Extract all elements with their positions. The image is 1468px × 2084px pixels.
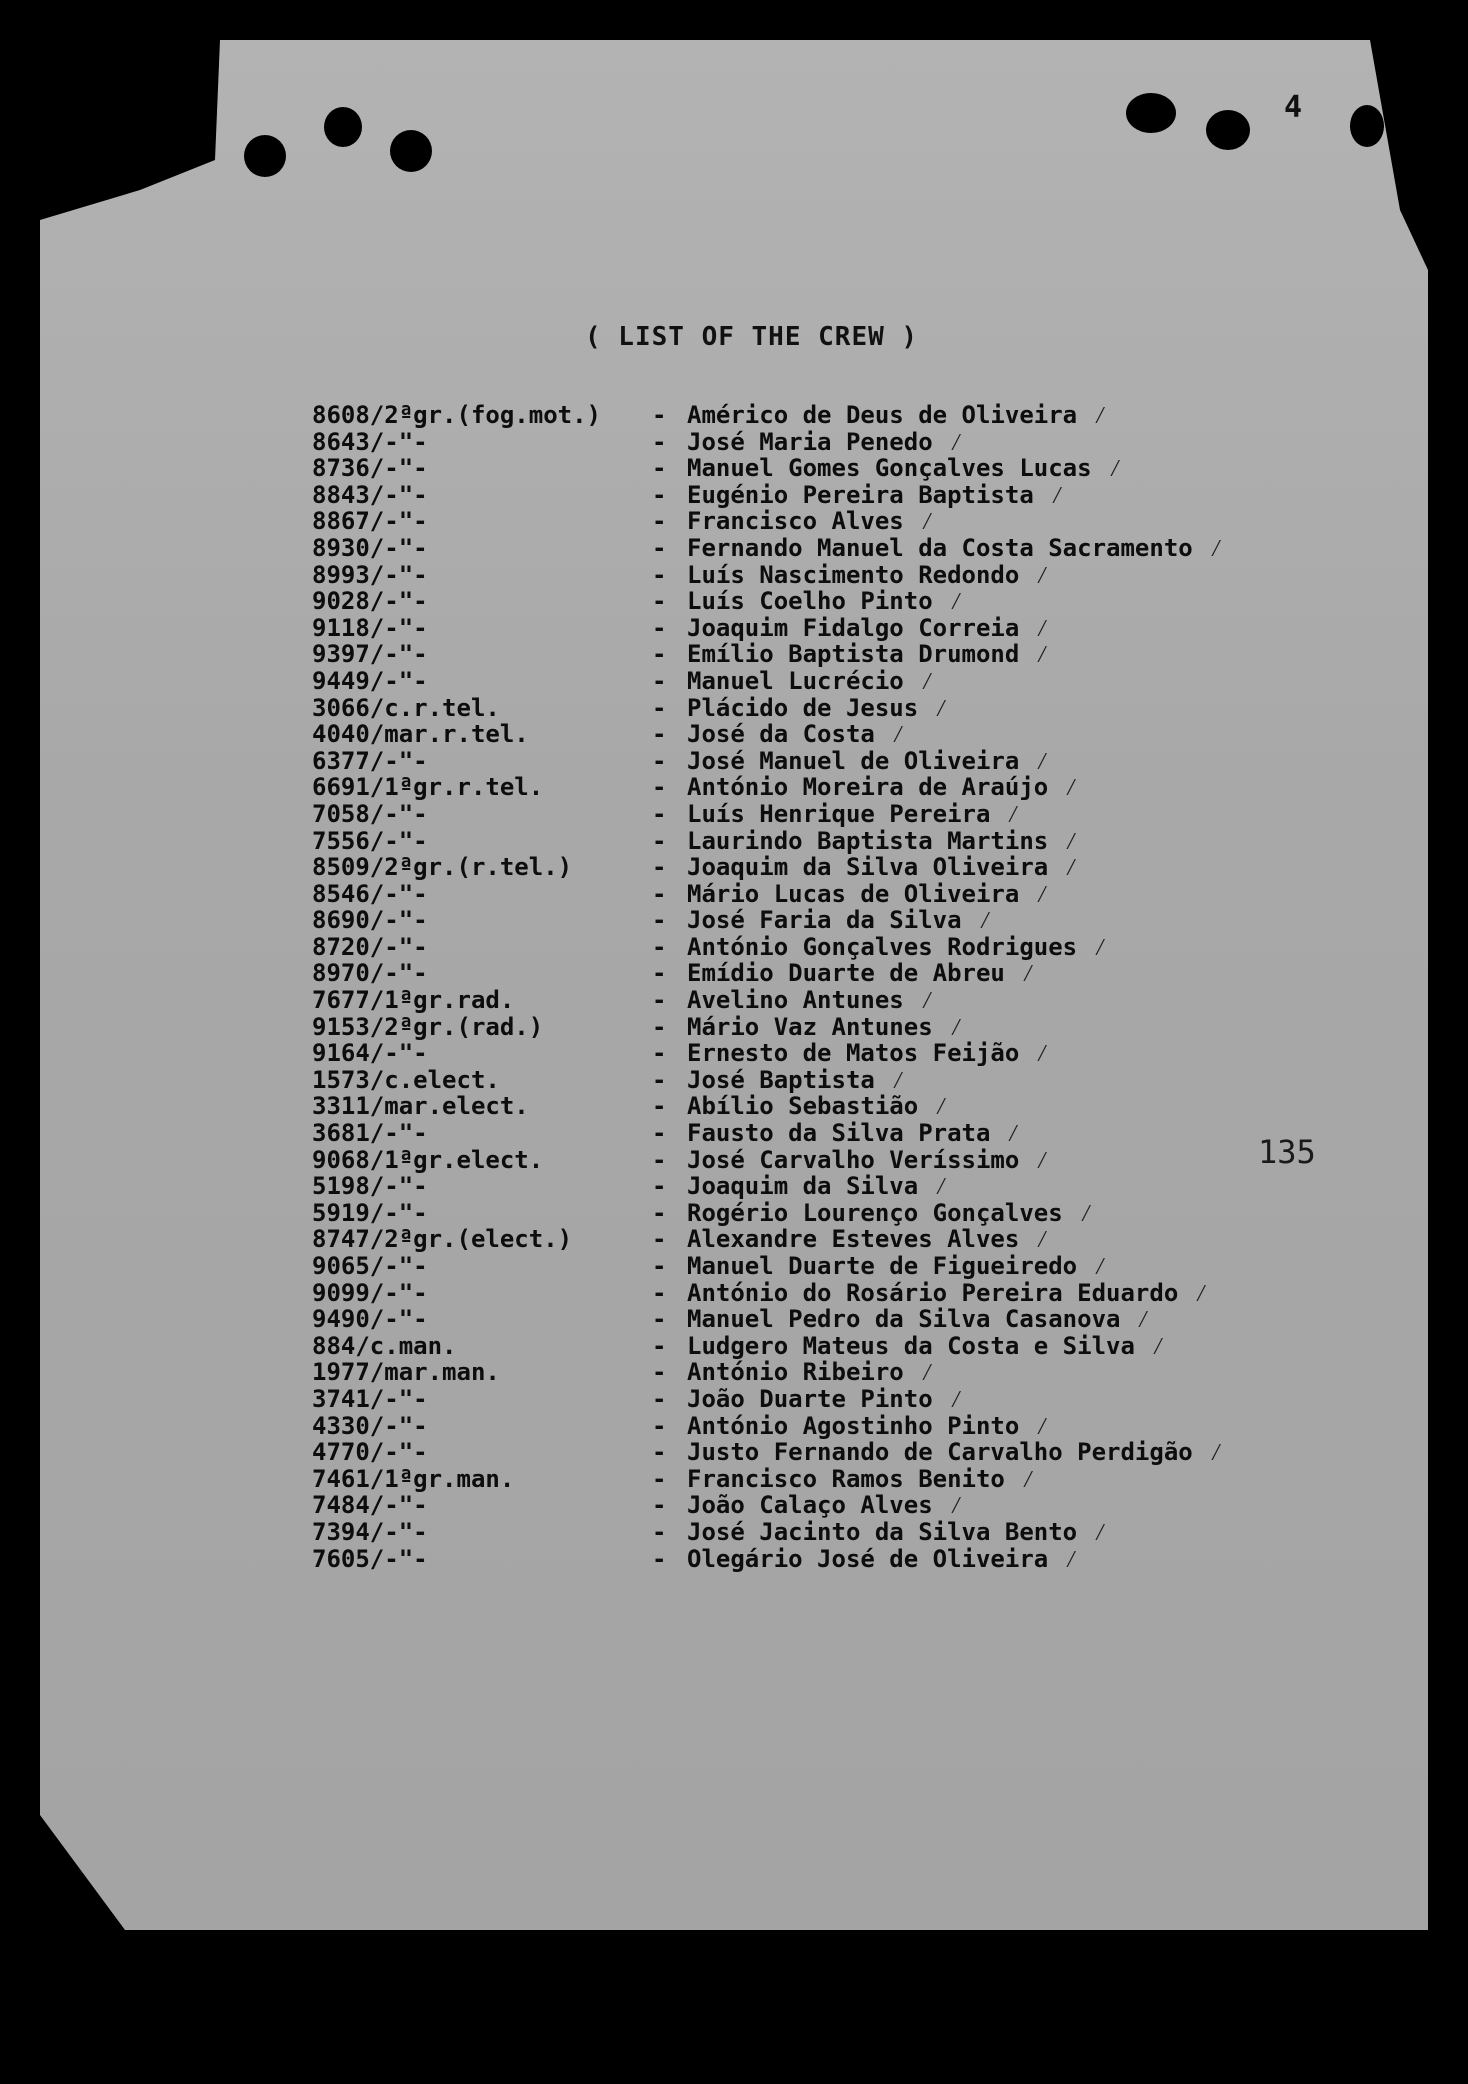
check-mark-icon: ⁄ [1006,799,1021,828]
check-mark-icon: ⁄ [1064,826,1079,855]
punch-hole [244,135,286,177]
crew-name: José Maria Penedo [687,427,933,456]
crew-name: Manuel Pedro da Silva Casanova [687,1305,1121,1334]
check-mark-icon: ⁄ [891,1065,906,1094]
check-mark-icon: ⁄ [1035,640,1050,669]
crew-name: Luís Henrique Pereira [687,799,991,828]
separator-dash: - [652,1092,667,1121]
crew-name: José Carvalho Veríssimo [687,1145,1020,1174]
separator-dash: - [652,1331,667,1360]
check-mark-icon: ⁄ [934,1092,949,1121]
check-mark-icon: ⁄ [1064,853,1079,882]
page-number: 135 [1258,1133,1316,1171]
service-number: 4330/-"- [312,1411,428,1440]
crew-name: António Ribeiro [687,1358,904,1387]
service-number: 7394/-"- [312,1517,428,1546]
punch-hole [390,130,432,172]
check-mark-icon: ⁄ [1035,1411,1050,1440]
crew-name: Emídio Duarte de Abreu [687,959,1005,988]
service-number: 9397/-"- [312,640,428,669]
check-mark-icon: ⁄ [1093,1517,1108,1546]
service-number: 7605/-"- [312,1544,428,1573]
separator-dash: - [652,666,667,695]
crew-name: Ludgero Mateus da Costa e Silva [687,1331,1135,1360]
crew-name: Joaquim da Silva Oliveira [687,853,1049,882]
check-mark-icon: ⁄ [1194,1278,1209,1307]
check-mark-icon: ⁄ [1093,401,1108,429]
service-number: 8690/-"- [312,906,428,935]
crew-name: Avelino Antunes [687,986,904,1015]
crew-name: Justo Fernando de Carvalho Perdigão [687,1438,1193,1467]
service-number: 7484/-"- [312,1491,428,1520]
crew-name: Luís Coelho Pinto [687,587,933,616]
service-number: 8930/-"- [312,533,428,562]
crew-name: José Faria da Silva [687,906,962,935]
check-mark-icon: ⁄ [949,1384,964,1413]
separator-dash: - [652,1358,667,1387]
check-mark-icon: ⁄ [920,666,935,695]
separator-dash: - [652,480,667,509]
check-mark-icon: ⁄ [1035,1225,1050,1254]
punch-hole [1350,105,1384,147]
check-mark-icon: ⁄ [1209,533,1224,562]
separator-dash: - [652,1119,667,1148]
check-mark-icon: ⁄ [891,720,906,749]
crew-name: António do Rosário Pereira Eduardo [687,1278,1179,1307]
separator-dash: - [652,1065,667,1094]
punch-hole [324,107,362,147]
service-number: 3066/c.r.tel. [312,693,500,722]
crew-name: Mário Lucas de Oliveira [687,879,1020,908]
check-mark-icon: ⁄ [1035,1039,1050,1068]
service-number: 9449/-"- [312,666,428,695]
service-number: 6691/1ªgr.r.tel. [312,773,544,802]
check-mark-icon: ⁄ [978,906,993,935]
check-mark-icon: ⁄ [1093,1252,1108,1280]
service-number: 5198/-"- [312,1172,428,1201]
separator-dash: - [652,720,667,749]
crew-name: Manuel Lucrécio [687,666,904,695]
crew-name: António Agostinho Pinto [687,1411,1020,1440]
crew-name: José Manuel de Oliveira [687,746,1020,775]
service-number: 8720/-"- [312,932,428,961]
check-mark-icon: ⁄ [920,507,935,536]
check-mark-icon: ⁄ [1093,932,1108,961]
crew-name: Laurindo Baptista Martins [687,826,1049,855]
separator-dash: - [652,986,667,1015]
service-number: 5919/-"- [312,1198,428,1227]
service-number: 6377/-"- [312,746,428,775]
crew-name: João Duarte Pinto [687,1384,933,1413]
crew-name: Emílio Baptista Drumond [687,640,1020,669]
separator-dash: - [652,1517,667,1546]
check-mark-icon: ⁄ [1021,959,1036,988]
punch-hole [1206,110,1250,150]
service-number: 8993/-"- [312,560,428,589]
service-number: 7058/-"- [312,799,428,828]
separator-dash: - [652,1225,667,1254]
service-number: 8747/2ªgr.(elect.) [312,1225,573,1254]
crew-name: José Baptista [687,1065,875,1094]
crew-name: Fausto da Silva Prata [687,1119,991,1148]
separator-dash: - [652,1278,667,1307]
service-number: 7556/-"- [312,826,428,855]
separator-dash: - [652,560,667,589]
separator-dash: - [652,1252,667,1280]
crew-name: Francisco Ramos Benito [687,1464,1005,1493]
crew-name: José Jacinto da Silva Bento [687,1517,1078,1546]
separator-dash: - [652,959,667,988]
service-number: 9028/-"- [312,587,428,616]
service-number: 1573/c.elect. [312,1065,500,1094]
crew-name: Ernesto de Matos Feijão [687,1039,1020,1068]
check-mark-icon: ⁄ [1050,480,1065,509]
check-mark-icon: ⁄ [949,1012,964,1041]
service-number: 7677/1ªgr.rad. [312,986,515,1015]
crew-name: Manuel Gomes Gonçalves Lucas [687,454,1092,483]
separator-dash: - [652,1039,667,1068]
crew-name: Fernando Manuel da Costa Sacramento [687,533,1193,562]
service-number: 8546/-"- [312,879,428,908]
service-number: 884/c.man. [312,1331,457,1360]
crew-name: Mário Vaz Antunes [687,1012,933,1041]
service-number: 9099/-"- [312,1278,428,1307]
check-mark-icon: ⁄ [934,1172,949,1201]
separator-dash: - [652,773,667,802]
separator-dash: - [652,1384,667,1413]
service-number: 8843/-"- [312,480,428,509]
service-number: 7461/1ªgr.man. [312,1464,515,1493]
document-title: ( LIST OF THE CREW ) [585,322,919,352]
punch-hole [1126,93,1176,133]
crew-name: Francisco Alves [687,507,904,536]
crew-name: Abílio Sebastião [687,1092,919,1121]
separator-dash: - [652,1012,667,1041]
service-number: 3741/-"- [312,1384,428,1413]
separator-dash: - [652,533,667,562]
separator-dash: - [652,932,667,961]
service-number: 9164/-"- [312,1039,428,1068]
service-number: 8970/-"- [312,959,428,988]
service-number: 9490/-"- [312,1305,428,1334]
separator-dash: - [652,1305,667,1334]
check-mark-icon: ⁄ [1035,746,1050,775]
separator-dash: - [652,906,667,935]
service-number: 4040/mar.r.tel. [312,720,529,749]
crew-name: Joaquim da Silva [687,1172,919,1201]
service-number: 8867/-"- [312,507,428,536]
check-mark-icon: ⁄ [1021,1464,1036,1493]
check-mark-icon: ⁄ [1006,1119,1021,1148]
check-mark-icon: ⁄ [934,693,949,722]
check-mark-icon: ⁄ [1108,454,1123,483]
check-mark-icon: ⁄ [1064,773,1079,802]
service-number: 8608/2ªgr.(fog.mot.) [312,401,601,429]
check-mark-icon: ⁄ [1079,1198,1094,1227]
crew-name: Plácido de Jesus [687,693,919,722]
check-mark-icon: ⁄ [1136,1305,1151,1334]
corner-mark: 4 [1284,90,1303,125]
separator-dash: - [652,1411,667,1440]
check-mark-icon: ⁄ [920,1358,935,1387]
separator-dash: - [652,1464,667,1493]
separator-dash: - [652,853,667,882]
separator-dash: - [652,507,667,536]
separator-dash: - [652,427,667,456]
separator-dash: - [652,693,667,722]
service-number: 4770/-"- [312,1438,428,1467]
separator-dash: - [652,1544,667,1573]
service-number: 9153/2ªgr.(rad.) [312,1012,544,1041]
separator-dash: - [652,454,667,483]
check-mark-icon: ⁄ [920,986,935,1015]
check-mark-icon: ⁄ [1151,1331,1166,1360]
service-number: 9118/-"- [312,613,428,642]
separator-dash: - [652,401,667,429]
crew-name: Luís Nascimento Redondo [687,560,1020,589]
crew-name: Américo de Deus de Oliveira [687,401,1078,429]
separator-dash: - [652,640,667,669]
crew-name: Rogério Lourenço Gonçalves [687,1198,1063,1227]
service-number: 9065/-"- [312,1252,428,1280]
separator-dash: - [652,1491,667,1520]
crew-name: Manuel Duarte de Figueiredo [687,1252,1078,1280]
check-mark-icon: ⁄ [949,587,964,616]
service-number: 9068/1ªgr.elect. [312,1145,544,1174]
crew-name: Joaquim Fidalgo Correia [687,613,1020,642]
separator-dash: - [652,587,667,616]
service-number: 8643/-"- [312,427,428,456]
crew-name: Olegário José de Oliveira [687,1544,1049,1573]
separator-dash: - [652,746,667,775]
service-number: 3681/-"- [312,1119,428,1148]
separator-dash: - [652,1198,667,1227]
service-number: 8736/-"- [312,454,428,483]
check-mark-icon: ⁄ [1035,613,1050,642]
check-mark-icon: ⁄ [1035,560,1050,589]
check-mark-icon: ⁄ [1035,1145,1050,1174]
separator-dash: - [652,879,667,908]
check-mark-icon: ⁄ [1035,879,1050,908]
service-number: 8509/2ªgr.(r.tel.) [312,853,573,882]
check-mark-icon: ⁄ [949,427,964,456]
crew-name: António Gonçalves Rodrigues [687,932,1078,961]
check-mark-icon: ⁄ [1064,1544,1079,1573]
separator-dash: - [652,826,667,855]
separator-dash: - [652,613,667,642]
crew-name: Alexandre Esteves Alves [687,1225,1020,1254]
check-mark-icon: ⁄ [1209,1438,1224,1467]
crew-name: João Calaço Alves [687,1491,933,1520]
crew-name: Eugénio Pereira Baptista [687,480,1034,509]
service-number: 3311/mar.elect. [312,1092,529,1121]
separator-dash: - [652,799,667,828]
crew-name: António Moreira de Araújo [687,773,1049,802]
separator-dash: - [652,1145,667,1174]
service-number: 1977/mar.man. [312,1358,500,1387]
check-mark-icon: ⁄ [949,1491,964,1520]
crew-name: José da Costa [687,720,875,749]
separator-dash: - [652,1438,667,1467]
separator-dash: - [652,1172,667,1201]
